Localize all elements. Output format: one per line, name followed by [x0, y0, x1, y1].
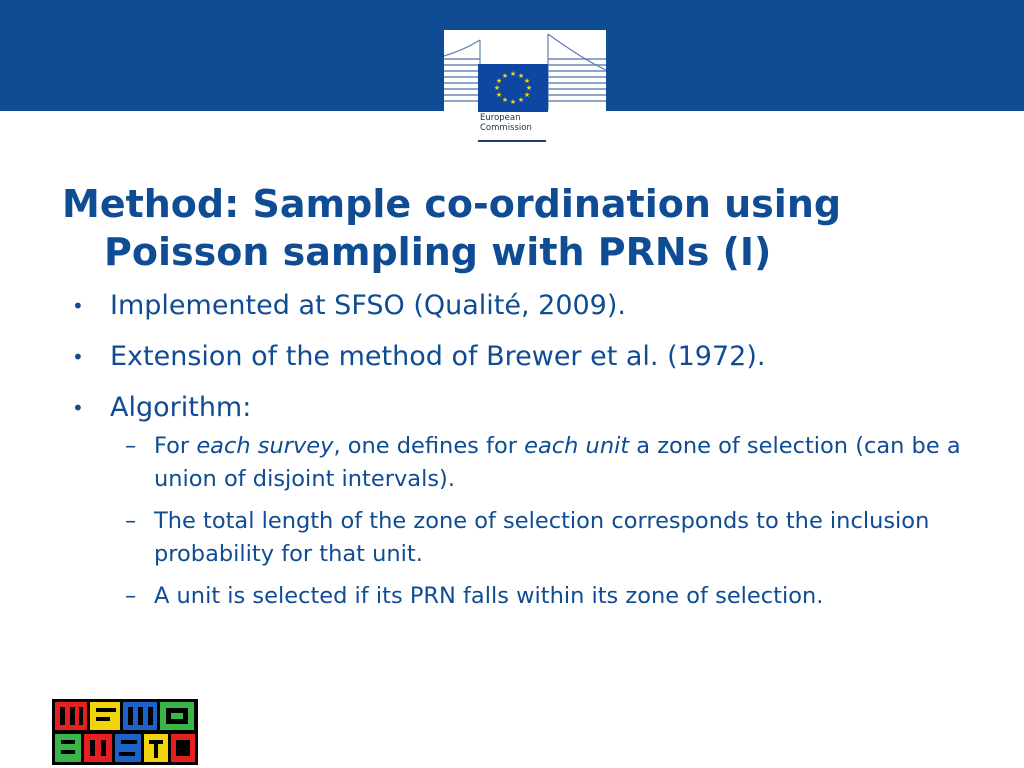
svg-text:★: ★: [501, 96, 509, 104]
logo-caption-line2: Commission: [480, 123, 532, 133]
slide-title: [62, 180, 982, 276]
sub-bullet-text: The total length of the zone of selection corresponds to the inclusion probability for that unit.: [154, 508, 930, 567]
sub-bullet-text-part2: , one defines for: [333, 433, 525, 459]
svg-text:★: ★: [501, 72, 509, 80]
svg-text:★: ★: [509, 98, 517, 106]
title-line2: Poisson sampling with PRNs (I): [104, 230, 772, 274]
memobust-logo-bottom-row: [55, 734, 195, 762]
sub-bullet-marker: –: [125, 508, 137, 534]
bullet-item: [70, 339, 990, 375]
svg-text:★: ★: [517, 72, 525, 80]
sub-bullet-marker: –: [125, 583, 137, 609]
memobust-logo: [52, 699, 198, 765]
svg-text:★: ★: [523, 91, 531, 99]
sub-bullet-item: [110, 505, 990, 571]
bullet-marker: •: [72, 345, 84, 369]
bullet-item: [70, 390, 990, 613]
sub-bullet-list: [110, 430, 990, 613]
european-commission-logo: [444, 30, 606, 142]
logo-underline: [478, 140, 546, 142]
svg-text:★: ★: [525, 84, 533, 92]
title-line1: Method: Sample co-ordination using: [62, 182, 842, 226]
svg-text:★: ★: [495, 91, 503, 99]
sub-bullet-emphasis: each unit: [524, 433, 630, 459]
sub-bullet-text: A unit is selected if its PRN falls within its zone of selection.: [154, 583, 824, 609]
memobust-logo-top-row: [55, 702, 194, 730]
sub-bullet-item: [110, 430, 990, 496]
bullet-list: [70, 288, 990, 628]
sub-bullet-emphasis: each survey: [196, 433, 334, 459]
bullet-text: Extension of the method of Brewer et al. (1972).: [110, 341, 766, 372]
sub-bullet-marker: –: [125, 433, 137, 459]
sub-bullet-text-part3: a zone of selection (can be a union of disjoint intervals).: [154, 433, 961, 492]
bullet-item: [70, 288, 990, 324]
svg-text:★: ★: [509, 70, 517, 78]
sub-bullet-item: [110, 580, 990, 613]
svg-text:★: ★: [493, 84, 501, 92]
eu-flag-icon: [478, 64, 548, 112]
bullet-marker: •: [72, 396, 84, 420]
svg-text:★: ★: [523, 77, 531, 85]
svg-text:★: ★: [495, 77, 503, 85]
logo-caption-line1: European: [480, 113, 521, 123]
bullet-text: Implemented at SFSO (Qualité, 2009).: [110, 290, 626, 321]
svg-text:★: ★: [517, 96, 525, 104]
bullet-text: Algorithm:: [110, 392, 252, 423]
bullet-marker: •: [72, 294, 84, 318]
sub-bullet-text-part1: For: [154, 433, 197, 459]
logo-caption: [480, 113, 590, 133]
